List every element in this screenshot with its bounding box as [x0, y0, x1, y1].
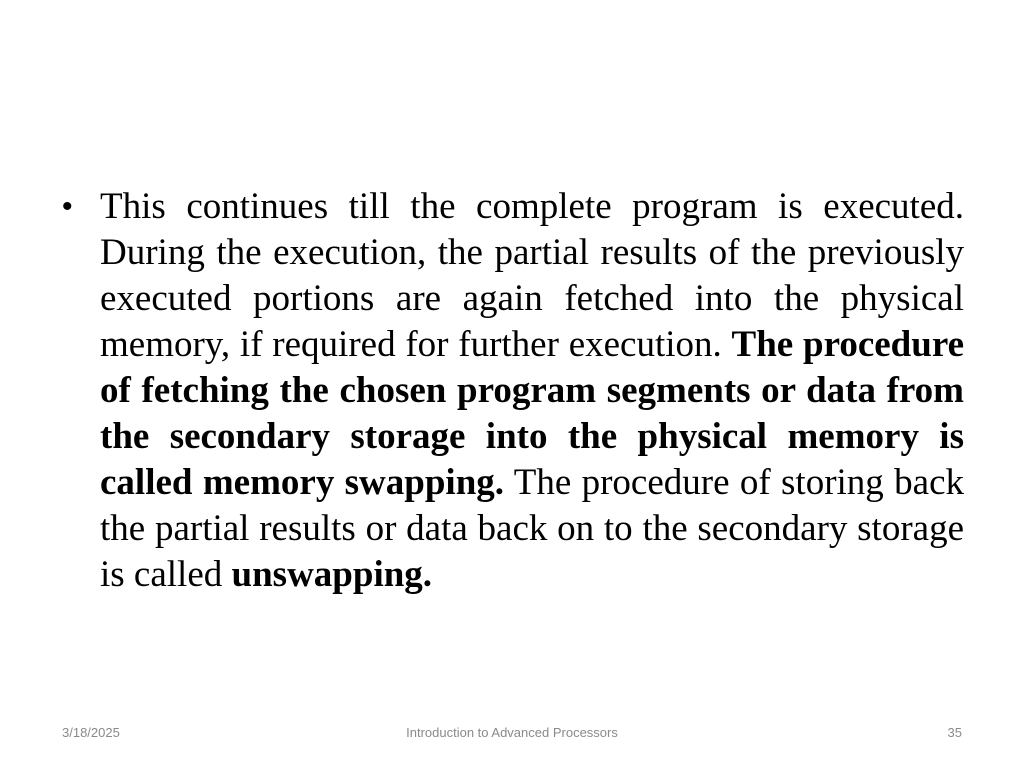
bullet-icon: •: [62, 190, 73, 223]
footer-page-number: 35: [947, 725, 962, 740]
text-run-swapping-definition: The procedure of fetching the chosen program segments or data from the secondary storage into the physical memory is called memory swapping.: [100, 324, 965, 503]
slide-body: [62, 184, 964, 598]
text-run-unswapping-intro: The procedure of storing back the partial results or data back on to the secondary storage is called: [100, 462, 964, 595]
bullet-paragraph: [62, 184, 964, 598]
text-run-intro: This continues till the complete program is executed. During the execution, the partial results of the previously executed portions are again fetched into the physical memory, if required for further execution.: [100, 186, 964, 365]
text-run-unswapping-term: unswapping.: [231, 554, 433, 595]
footer-date: 3/18/2025: [62, 725, 120, 740]
footer-title: Introduction to Advanced Processors: [406, 725, 618, 740]
